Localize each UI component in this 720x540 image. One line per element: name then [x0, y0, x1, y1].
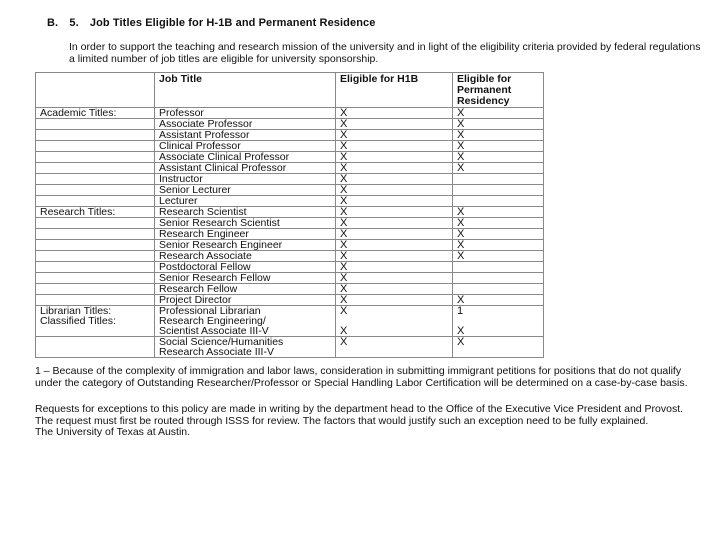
section-heading [47, 17, 375, 29]
table-row [36, 141, 544, 152]
table-row [36, 240, 544, 251]
row-pr: X [453, 240, 544, 251]
row-title: Research Fellow [155, 284, 336, 295]
row-h1b: X [336, 152, 453, 163]
title-scientist-associate: Scientist Associate III-V [159, 325, 269, 337]
table-row [36, 130, 544, 141]
row-pr [453, 185, 544, 196]
section-number: 5. [69, 17, 79, 29]
spacer [336, 316, 452, 326]
source-line: The University of Texas at Austin. [35, 426, 191, 438]
row-pr [453, 196, 544, 207]
row-pr: X [453, 152, 544, 163]
row-pr: X [453, 218, 544, 229]
row-category [36, 251, 155, 262]
table-row [36, 119, 544, 130]
row-title: Assistant Professor [155, 130, 336, 141]
row-title [155, 337, 336, 358]
row-pr: X [453, 119, 544, 130]
row-category [36, 229, 155, 240]
row-h1b [336, 306, 453, 337]
row-category [36, 174, 155, 185]
table-row [36, 152, 544, 163]
row-h1b: X [336, 240, 453, 251]
row-pr: X [453, 130, 544, 141]
row-h1b: X [336, 337, 453, 358]
row-pr: X [453, 108, 544, 119]
row-category [36, 295, 155, 306]
table-row [36, 174, 544, 185]
row-h1b: X [336, 130, 453, 141]
row-category [36, 337, 155, 358]
row-h1b: X [336, 108, 453, 119]
row-h1b: X [336, 262, 453, 273]
row-h1b: X [336, 295, 453, 306]
table-row [36, 207, 544, 218]
row-h1b: X [336, 141, 453, 152]
row-title: Project Director [155, 295, 336, 306]
row-category [36, 306, 155, 337]
section-title: Job Titles Eligible for H-1B and Permanent Residence [89, 17, 376, 29]
title-research-engineering: Research Engineering/ [159, 315, 266, 327]
row-title: Senior Lecturer [155, 185, 336, 196]
row-title: Senior Research Engineer [155, 240, 336, 251]
row-title: Associate Professor [155, 119, 336, 130]
row-category [36, 185, 155, 196]
row-title: Lecturer [155, 196, 336, 207]
title-professional-librarian: Professional Librarian [159, 305, 261, 317]
row-pr: X [453, 207, 544, 218]
row-pr: X [453, 337, 544, 358]
exceptions-paragraph [35, 404, 700, 439]
table-row [36, 185, 544, 196]
table-row [36, 273, 544, 284]
category-classified: Classified Titles: [40, 315, 116, 327]
table-row [36, 295, 544, 306]
row-h1b: X [336, 284, 453, 295]
row-h1b: X [336, 174, 453, 185]
row-pr [453, 174, 544, 185]
row-category: Research Titles: [36, 207, 155, 218]
h1b-mark: X [340, 305, 348, 317]
title-line-2: Research Associate III-V [159, 346, 274, 358]
row-pr [453, 284, 544, 295]
row-category [36, 141, 155, 152]
row-title: Instructor [155, 174, 336, 185]
row-h1b: X [336, 207, 453, 218]
row-h1b: X [336, 185, 453, 196]
row-pr: X [453, 229, 544, 240]
row-category [36, 284, 155, 295]
row-title: Senior Research Fellow [155, 273, 336, 284]
table-row [36, 163, 544, 174]
footnote: 1 – Because of the complexity of immigration and labor laws, consideration in submitting immigrant petitions for positions that do not qualify under the category of Outstanding Researcher/Professor or Special Handling Labor Certification will be determined on a case-by-case basis. [35, 365, 688, 389]
header-category [36, 73, 155, 108]
pr-footnote-ref: 1 [457, 305, 464, 317]
spacer [453, 316, 543, 326]
row-title: Associate Clinical Professor [155, 152, 336, 163]
row-category [36, 273, 155, 284]
row-h1b: X [336, 119, 453, 130]
header-h1b: Eligible for H1B [336, 73, 453, 108]
title-line-1: Social Science/Humanities [159, 336, 284, 348]
row-title: Research Scientist [155, 207, 336, 218]
row-pr [453, 273, 544, 284]
pr-mark: X [457, 325, 465, 337]
row-category: Academic Titles: [36, 108, 155, 119]
row-h1b: X [336, 218, 453, 229]
intro-paragraph: In order to support the teaching and research mission of the university and in light of the eligibility criteria provided by federal regulations a limited number of job titles are eligible for university sponsorship. [69, 41, 701, 65]
row-category [36, 218, 155, 229]
row-title: Postdoctoral Fellow [155, 262, 336, 273]
table-row [36, 284, 544, 295]
row-category [36, 163, 155, 174]
row-pr [453, 306, 544, 337]
row-pr: X [453, 251, 544, 262]
row-category [36, 119, 155, 130]
row-h1b: X [336, 273, 453, 284]
table-row [36, 306, 544, 337]
row-title: Research Associate [155, 251, 336, 262]
row-title: Research Engineer [155, 229, 336, 240]
table-row [36, 262, 544, 273]
section-letter: B. [47, 17, 59, 29]
row-pr: X [453, 141, 544, 152]
row-title: Assistant Clinical Professor [155, 163, 336, 174]
row-h1b: X [336, 196, 453, 207]
row-category [36, 240, 155, 251]
table-row [36, 229, 544, 240]
row-category [36, 262, 155, 273]
row-title: Senior Research Scientist [155, 218, 336, 229]
h1b-mark: X [340, 325, 348, 337]
table-row [36, 337, 544, 358]
table-row [36, 251, 544, 262]
row-pr [453, 262, 544, 273]
row-pr: X [453, 295, 544, 306]
header-permanent-residency: Eligible for Permanent Residency [453, 73, 544, 108]
table-header-row [36, 73, 544, 108]
row-pr: X [453, 163, 544, 174]
row-title [155, 306, 336, 337]
category-librarian: Librarian Titles: [40, 305, 112, 317]
table-row [36, 218, 544, 229]
row-category [36, 130, 155, 141]
row-title: Professor [155, 108, 336, 119]
row-h1b: X [336, 163, 453, 174]
row-h1b: X [336, 251, 453, 262]
table-row [36, 196, 544, 207]
row-h1b: X [336, 229, 453, 240]
job-titles-table [35, 72, 544, 358]
row-category [36, 196, 155, 207]
header-job-title: Job Title [155, 73, 336, 108]
row-title: Clinical Professor [155, 141, 336, 152]
row-category [36, 152, 155, 163]
exceptions-text: Requests for exceptions to this policy are made in writing by the department head to the Office of the Executive Vice President and Provost. The request must first be routed through ISSS for review. The factors that would justify such an exception need to be fully explained. [35, 403, 684, 427]
table-row [36, 108, 544, 119]
